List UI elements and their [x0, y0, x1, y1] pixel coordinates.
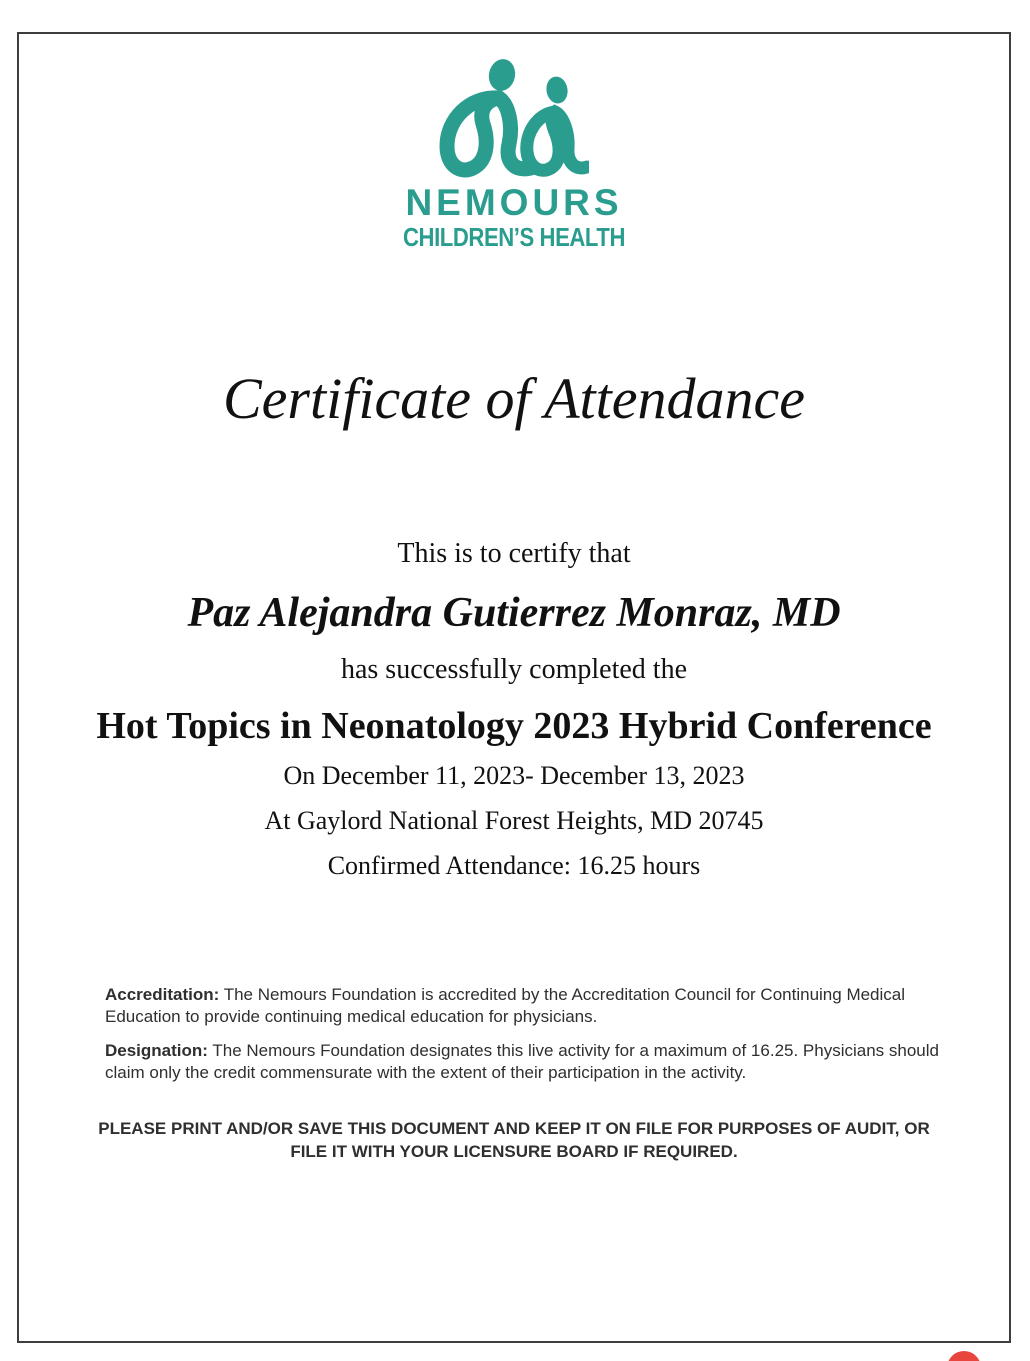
accreditation-text: The Nemours Foundation is accredited by the Accreditation Council for Continuing Medical Education to provide continuing medical education for physicians. — [105, 985, 906, 1026]
floating-action-button[interactable] — [947, 1351, 981, 1361]
designation-paragraph — [105, 1040, 941, 1084]
event-dates: On December 11, 2023- December 13, 2023 — [283, 761, 745, 790]
accreditation-label: Accreditation: — [105, 985, 220, 1004]
recipient-name: Paz Alejandra Gutierrez Monraz, MD — [187, 590, 841, 636]
certificate-border-frame — [17, 32, 1011, 1343]
brand-tagline: CHILDREN’S HEALTH — [403, 222, 625, 252]
completed-line: has successfully completed the — [340, 654, 687, 685]
brand-name: NEMOURS — [405, 182, 623, 223]
certificate-title: Certificate of Attendance — [222, 366, 805, 431]
certify-line: This is to certify that — [397, 538, 631, 569]
confirmed-attendance: Confirmed Attendance: 16.25 hours — [327, 851, 701, 880]
event-location: At Gaylord National Forest Heights, MD 20745 — [264, 806, 764, 835]
print-save-notice: PLEASE PRINT AND/OR SAVE THIS DOCUMENT AND KEEP IT ON FILE FOR PURPOSES OF AUDIT, OR FILE IT WITH YOUR LICENSURE BOARD IF REQUIRED. — [98, 1119, 930, 1161]
designation-label: Designation: — [105, 1041, 208, 1060]
nemours-logo-icon — [439, 58, 589, 178]
designation-text: The Nemours Foundation designates this live activity for a maximum of 16.25. Physicians should claim only the credit commensurate with the extent of their participation in the activity. — [105, 1041, 939, 1082]
event-title: Hot Topics in Neonatology 2023 Hybrid Conference — [96, 705, 932, 747]
accreditation-paragraph — [105, 984, 941, 1028]
